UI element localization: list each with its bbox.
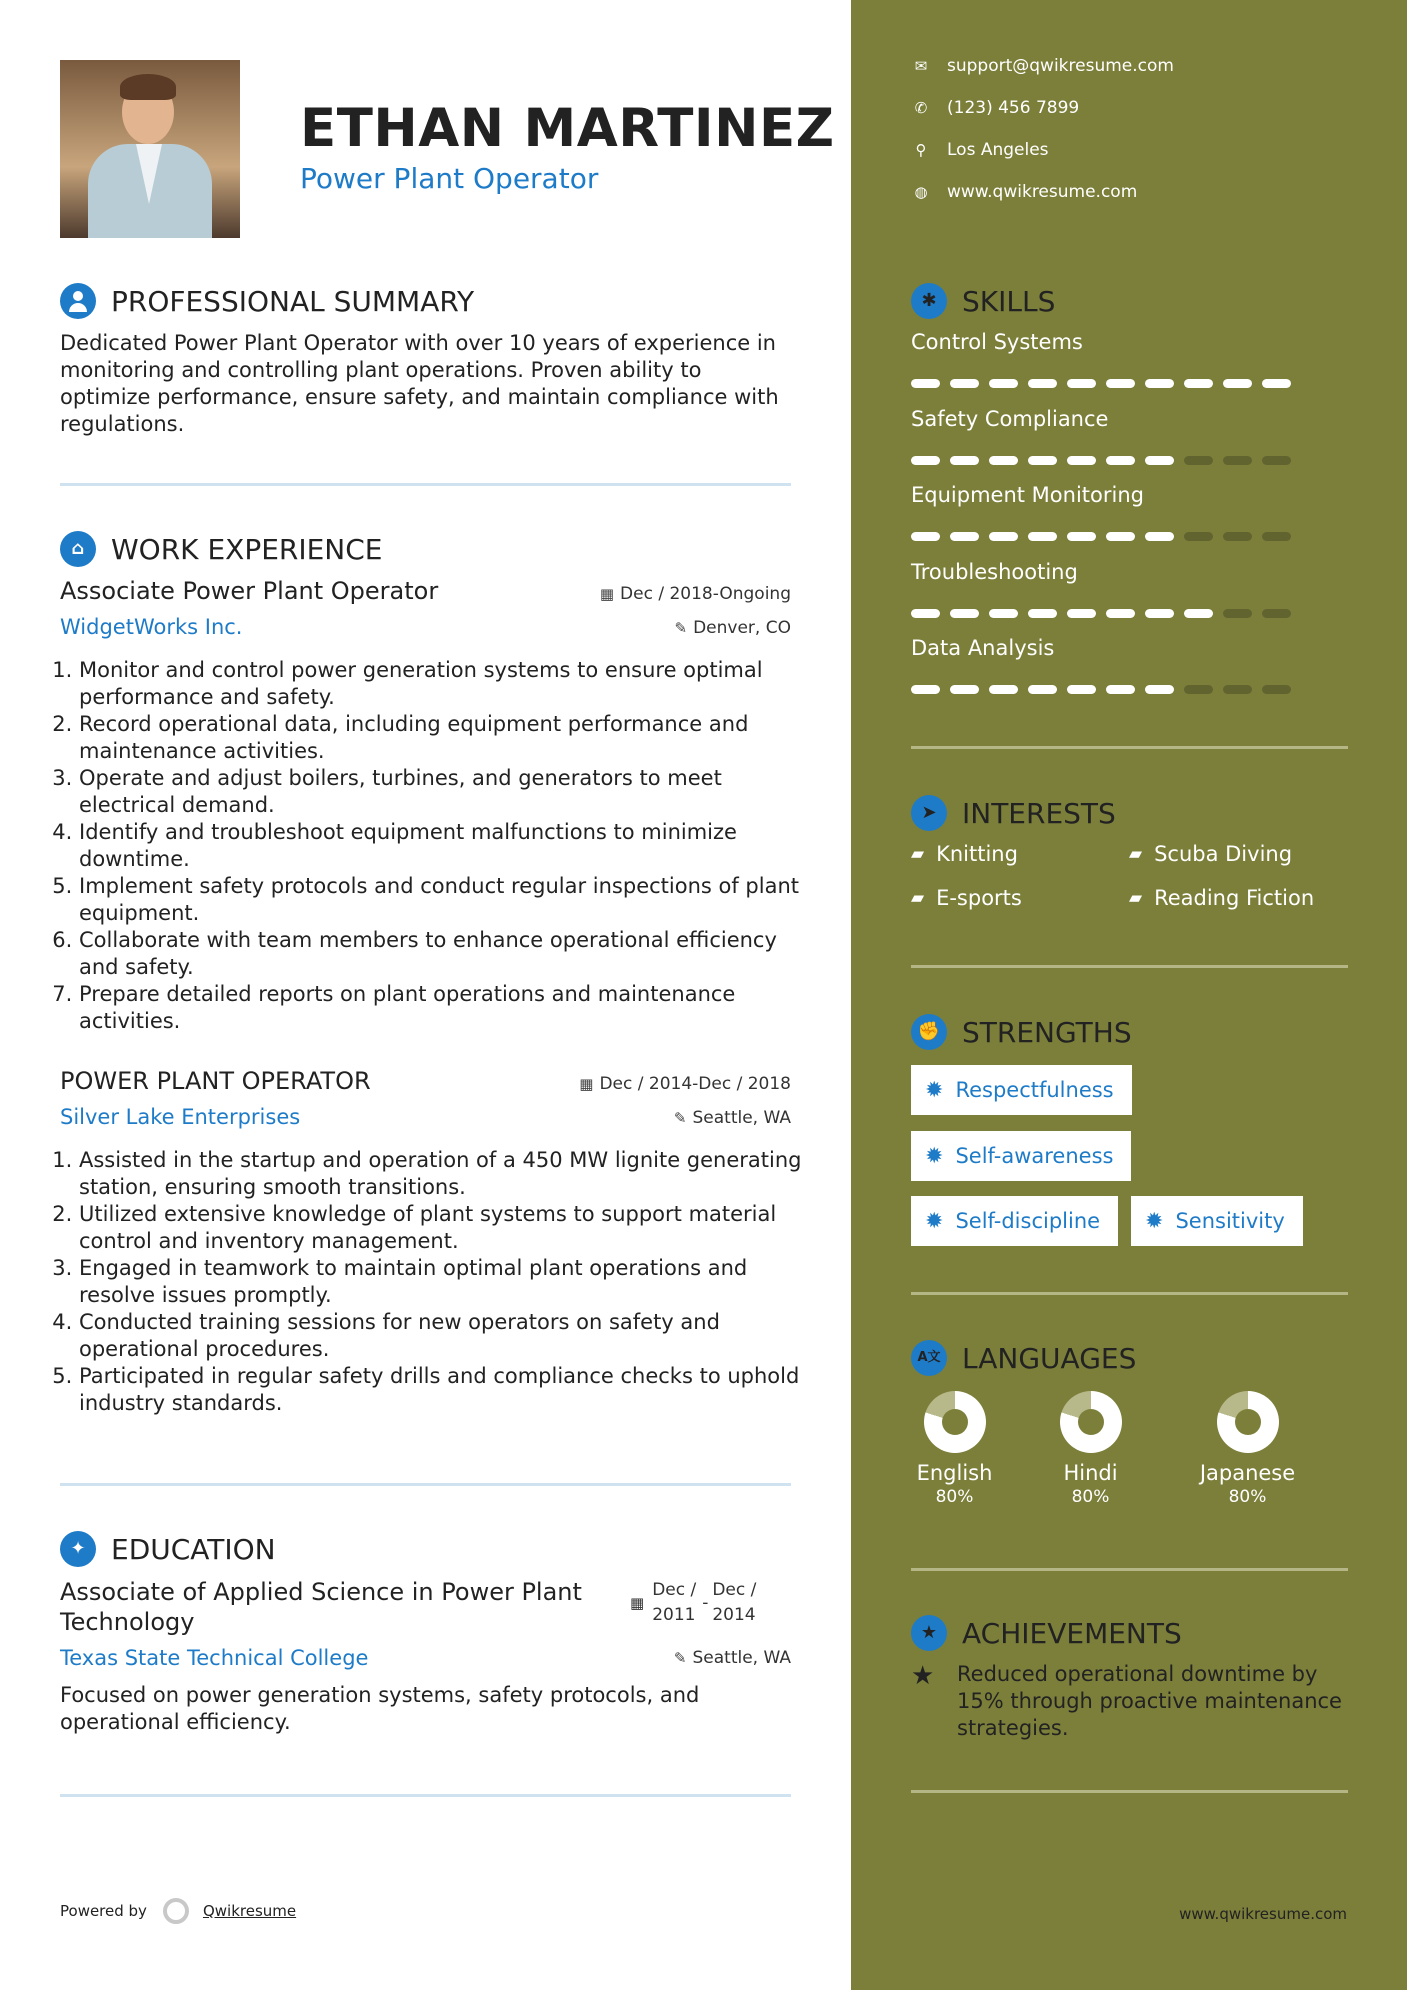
job-date [579,1074,791,1094]
skill-level-segment [1028,609,1057,618]
language-item [897,1391,1012,1507]
interest-text: Scuba Diving [1154,842,1293,866]
section-divider [60,1794,791,1797]
skill-level-segment [1106,685,1135,694]
language-percent: 80% [1228,1487,1267,1507]
section-divider [911,965,1348,968]
graduation-cap-icon: ✦ [60,1531,96,1567]
strengths-heading [911,1014,1132,1050]
skill-level-segment [1028,532,1057,541]
skill-level-segment [1028,685,1057,694]
summary-text: Dedicated Power Plant Operator with over 10 years of experience in monitoring and controlling plant operations. Proven ability to optimize performance, ensure safety, and maintain compliance with regulations. [60,331,779,436]
skill-level-segment [1106,456,1135,465]
section-divider [60,483,791,486]
book-icon: ▰ [911,888,925,908]
contact-text: www.qwikresume.com [947,182,1138,202]
duty-item: 6. Collaborate with team members to enhance operational efficiency and safety. [79,927,809,981]
skill-level-segment [1067,379,1096,388]
skill-level-segment [989,532,1018,541]
duty-item: 4. Identify and troubleshoot equipment malfunctions to minimize downtime. [79,819,809,873]
briefcase-icon: ⌂ [60,531,96,567]
section-divider [911,746,1348,749]
paper-plane-icon: ➤ [911,795,947,831]
duty-item: 3. Engaged in teamwork to maintain optimal plant operations and resolve issues promptly. [79,1255,809,1309]
skill-level-segment [911,685,940,694]
skill-level-bar [911,532,1291,541]
star-icon: ★ [911,1661,935,1691]
skill-level-segment [1184,456,1213,465]
skill-name: Safety Compliance [911,406,1109,431]
language-proficiency-donut [924,1391,986,1453]
job-title: Associate Power Plant Operator [60,577,439,605]
strength-text: Self-awareness [955,1144,1114,1168]
skill-level-segment [911,609,940,618]
skill-level-segment [1184,685,1213,694]
user-icon [60,283,96,319]
skill-name: Troubleshooting [911,559,1078,584]
education-date-separator: - [702,1593,709,1613]
globe-icon: ◍ [914,183,928,201]
skill-level-segment [911,532,940,541]
translate-icon: A文 [911,1340,947,1376]
section-divider [911,1790,1348,1793]
job-company: Silver Lake Enterprises [60,1105,301,1129]
achievement-text: Reduced operational downtime by 15% through proactive maintenance strategies. [957,1662,1342,1740]
strength-badge [1131,1196,1303,1246]
calendar-icon: ▦ [630,1594,645,1612]
calendar-icon: ▦ [599,585,615,603]
skill-level-segment [989,456,1018,465]
skill-level-segment [1028,379,1057,388]
skill-level-segment [1106,609,1135,618]
interests-title: INTERESTS [962,796,1116,830]
achievements-title: ACHIEVEMENTS [962,1616,1182,1650]
profile-photo [60,60,240,238]
skill-level-segment [1067,609,1096,618]
book-icon: ▰ [1129,844,1143,864]
skill-level-segment [950,609,979,618]
skill-level-bar [911,379,1291,388]
skill-level-segment [1067,456,1096,465]
language-proficiency-donut [1217,1391,1279,1453]
duty-item: 5. Implement safety protocols and conduct regular inspections of plant equipment. [79,873,809,927]
qwikresume-logo-icon [163,1898,189,1924]
strength-text: Sensitivity [1175,1209,1285,1233]
duty-item: 2. Utilized extensive knowledge of plant systems to support material control and inventory management. [79,1201,809,1255]
badge-check-icon: ✹ [1145,1208,1164,1234]
job-location [674,1108,791,1128]
contact-item[interactable] [911,182,1137,202]
calendar-icon: ▦ [579,1075,594,1093]
skill-level-segment [950,532,979,541]
strength-text: Respectfulness [955,1078,1114,1102]
job-date-text: Dec / 2014-Dec / 2018 [599,1074,791,1094]
skill-level-segment [1262,609,1291,618]
section-divider [911,1568,1348,1571]
languages-title: LANGUAGES [962,1341,1137,1375]
job-location-text: Denver, CO [693,618,791,638]
education-heading [60,1531,276,1567]
contact-text: support@qwikresume.com [947,56,1174,76]
interest-text: E-sports [936,886,1022,910]
strength-text: Self-discipline [955,1209,1101,1233]
skill-level-bar [911,685,1291,694]
strength-badge [911,1196,1118,1246]
skill-level-segment [1262,379,1291,388]
footer-powered [60,1898,296,1924]
section-divider [60,1483,791,1486]
contact-item[interactable] [911,56,1174,76]
language-name: Hindi [1063,1461,1118,1485]
book-icon: ▰ [911,844,925,864]
skill-level-segment [1223,609,1252,618]
duty-item: 7. Prepare detailed reports on plant operations and maintenance activities. [79,981,809,1035]
language-percent: 80% [935,1487,974,1507]
skill-level-segment [1067,685,1096,694]
skill-level-segment [950,379,979,388]
skill-level-segment [950,456,979,465]
skill-level-segment [950,685,979,694]
achievements-heading [911,1615,1182,1651]
lightbulb-icon: ✱ [911,283,947,319]
language-item [1190,1391,1305,1507]
summary-heading [60,283,474,319]
skill-level-segment [1223,456,1252,465]
mail-icon: ✉ [914,57,928,75]
education-end: Dec / 2014 [712,1580,757,1625]
brand-link[interactable]: Qwikresume [202,1902,297,1920]
language-name: Japanese [1199,1461,1296,1485]
skill-level-segment [1028,456,1057,465]
interests-heading [911,795,1116,831]
duty-item: 4. Conducted training sessions for new operators on safety and operational procedures. [79,1309,809,1363]
skill-level-segment [1145,456,1174,465]
duty-item: 3. Operate and adjust boilers, turbines, and generators to meet electrical demand. [79,765,809,819]
footer-website[interactable]: www.qwikresume.com [1179,1905,1347,1923]
job-duties-list [60,657,809,1035]
phone-icon: ✆ [914,99,928,117]
skill-level-segment [1106,379,1135,388]
skill-level-segment [1145,685,1174,694]
skill-level-segment [1184,609,1213,618]
skill-level-segment [989,609,1018,618]
skill-level-segment [1106,532,1135,541]
strength-badge [911,1065,1132,1115]
skill-name: Data Analysis [911,636,1055,660]
interest-text: Reading Fiction [1154,886,1315,910]
contact-text: (123) 456 7899 [947,98,1080,118]
book-icon: ▰ [1129,888,1143,908]
skill-level-segment [1184,379,1213,388]
skill-level-segment [911,456,940,465]
contact-text: Los Angeles [947,140,1049,160]
skill-name: Control Systems [911,330,1083,354]
star-badge-icon: ★ [911,1615,947,1651]
section-divider [911,1292,1348,1295]
degree-title: Associate of Applied Science in Power Plant Technology [60,1578,582,1636]
skill-level-segment [1262,532,1291,541]
skill-level-segment [1262,685,1291,694]
powered-by-label: Powered by [60,1902,147,1920]
skill-level-segment [1145,379,1174,388]
skill-level-segment [989,685,1018,694]
interest-text: Knitting [936,842,1018,866]
education-dates [630,1578,758,1628]
job-company: WidgetWorks Inc. [60,615,243,639]
education-start: Dec / 2011 [652,1580,697,1625]
job-date-text: Dec / 2018-Ongoing [620,584,791,604]
duty-item: 2. Record operational data, including equipment performance and maintenance activities. [79,711,809,765]
duty-item: 5. Participated in regular safety drills and compliance checks to uphold industry standards. [79,1363,809,1417]
photo-hair-shape [120,74,176,100]
pin-icon: ✎ [673,1109,687,1127]
candidate-name: ETHAN MARTINEZ [300,98,835,159]
location-icon: ⚲ [915,141,927,159]
skill-level-bar [911,609,1291,618]
badge-check-icon: ✹ [925,1143,944,1169]
skill-level-segment [1223,685,1252,694]
experience-title: WORK EXPERIENCE [111,532,383,566]
skill-level-segment [1184,532,1213,541]
language-item [1033,1391,1148,1507]
duty-item: 1. Assisted in the startup and operation of a 450 MW lignite generating station, ensuring smooth transitions. [79,1147,809,1201]
skills-title: SKILLS [962,284,1056,318]
skill-level-segment [1223,532,1252,541]
language-percent: 80% [1071,1487,1110,1507]
skill-level-segment [1067,532,1096,541]
education-location [674,1648,791,1668]
interest-item [1129,842,1292,866]
summary-title: PROFESSIONAL SUMMARY [111,284,475,318]
job-duties-list [60,1147,809,1417]
school-name: Texas State Technical College [60,1646,369,1670]
job-title: POWER PLANT OPERATOR [60,1067,371,1095]
job-location-text: Seattle, WA [692,1108,791,1128]
skill-level-segment [1145,609,1174,618]
contact-item[interactable] [911,98,1079,118]
job-location [675,618,791,638]
language-name: English [916,1461,993,1485]
experience-heading [60,531,382,567]
skill-level-segment [911,379,940,388]
strength-badge [911,1131,1131,1181]
skill-name: Equipment Monitoring [911,483,1144,507]
skill-level-segment [989,379,1018,388]
skill-level-segment [1262,456,1291,465]
language-proficiency-donut [1060,1391,1122,1453]
skill-level-bar [911,456,1291,465]
skills-heading [911,283,1055,319]
interest-item [911,842,1018,866]
pin-icon: ✎ [674,619,688,637]
education-text: Focused on power generation systems, safety protocols, and operational efficiency. [60,1683,700,1734]
skill-level-segment [1223,379,1252,388]
job-date [600,584,791,604]
badge-check-icon: ✹ [925,1208,944,1234]
interest-item [911,886,1022,910]
candidate-role: Power Plant Operator [300,162,599,195]
pin-icon: ✎ [673,1649,687,1667]
badge-check-icon: ✹ [925,1077,944,1103]
fist-icon: ✊ [911,1014,947,1050]
duty-item: 1. Monitor and control power generation systems to ensure optimal performance and safety. [79,657,809,711]
strengths-title: STRENGTHS [962,1015,1132,1049]
skill-level-segment [1145,532,1174,541]
education-title: EDUCATION [111,1532,276,1566]
contact-item[interactable] [911,140,1049,160]
interest-item [1129,886,1314,910]
achievement-item [911,1661,1347,1742]
education-location-text: Seattle, WA [692,1648,791,1668]
languages-heading [911,1340,1136,1376]
